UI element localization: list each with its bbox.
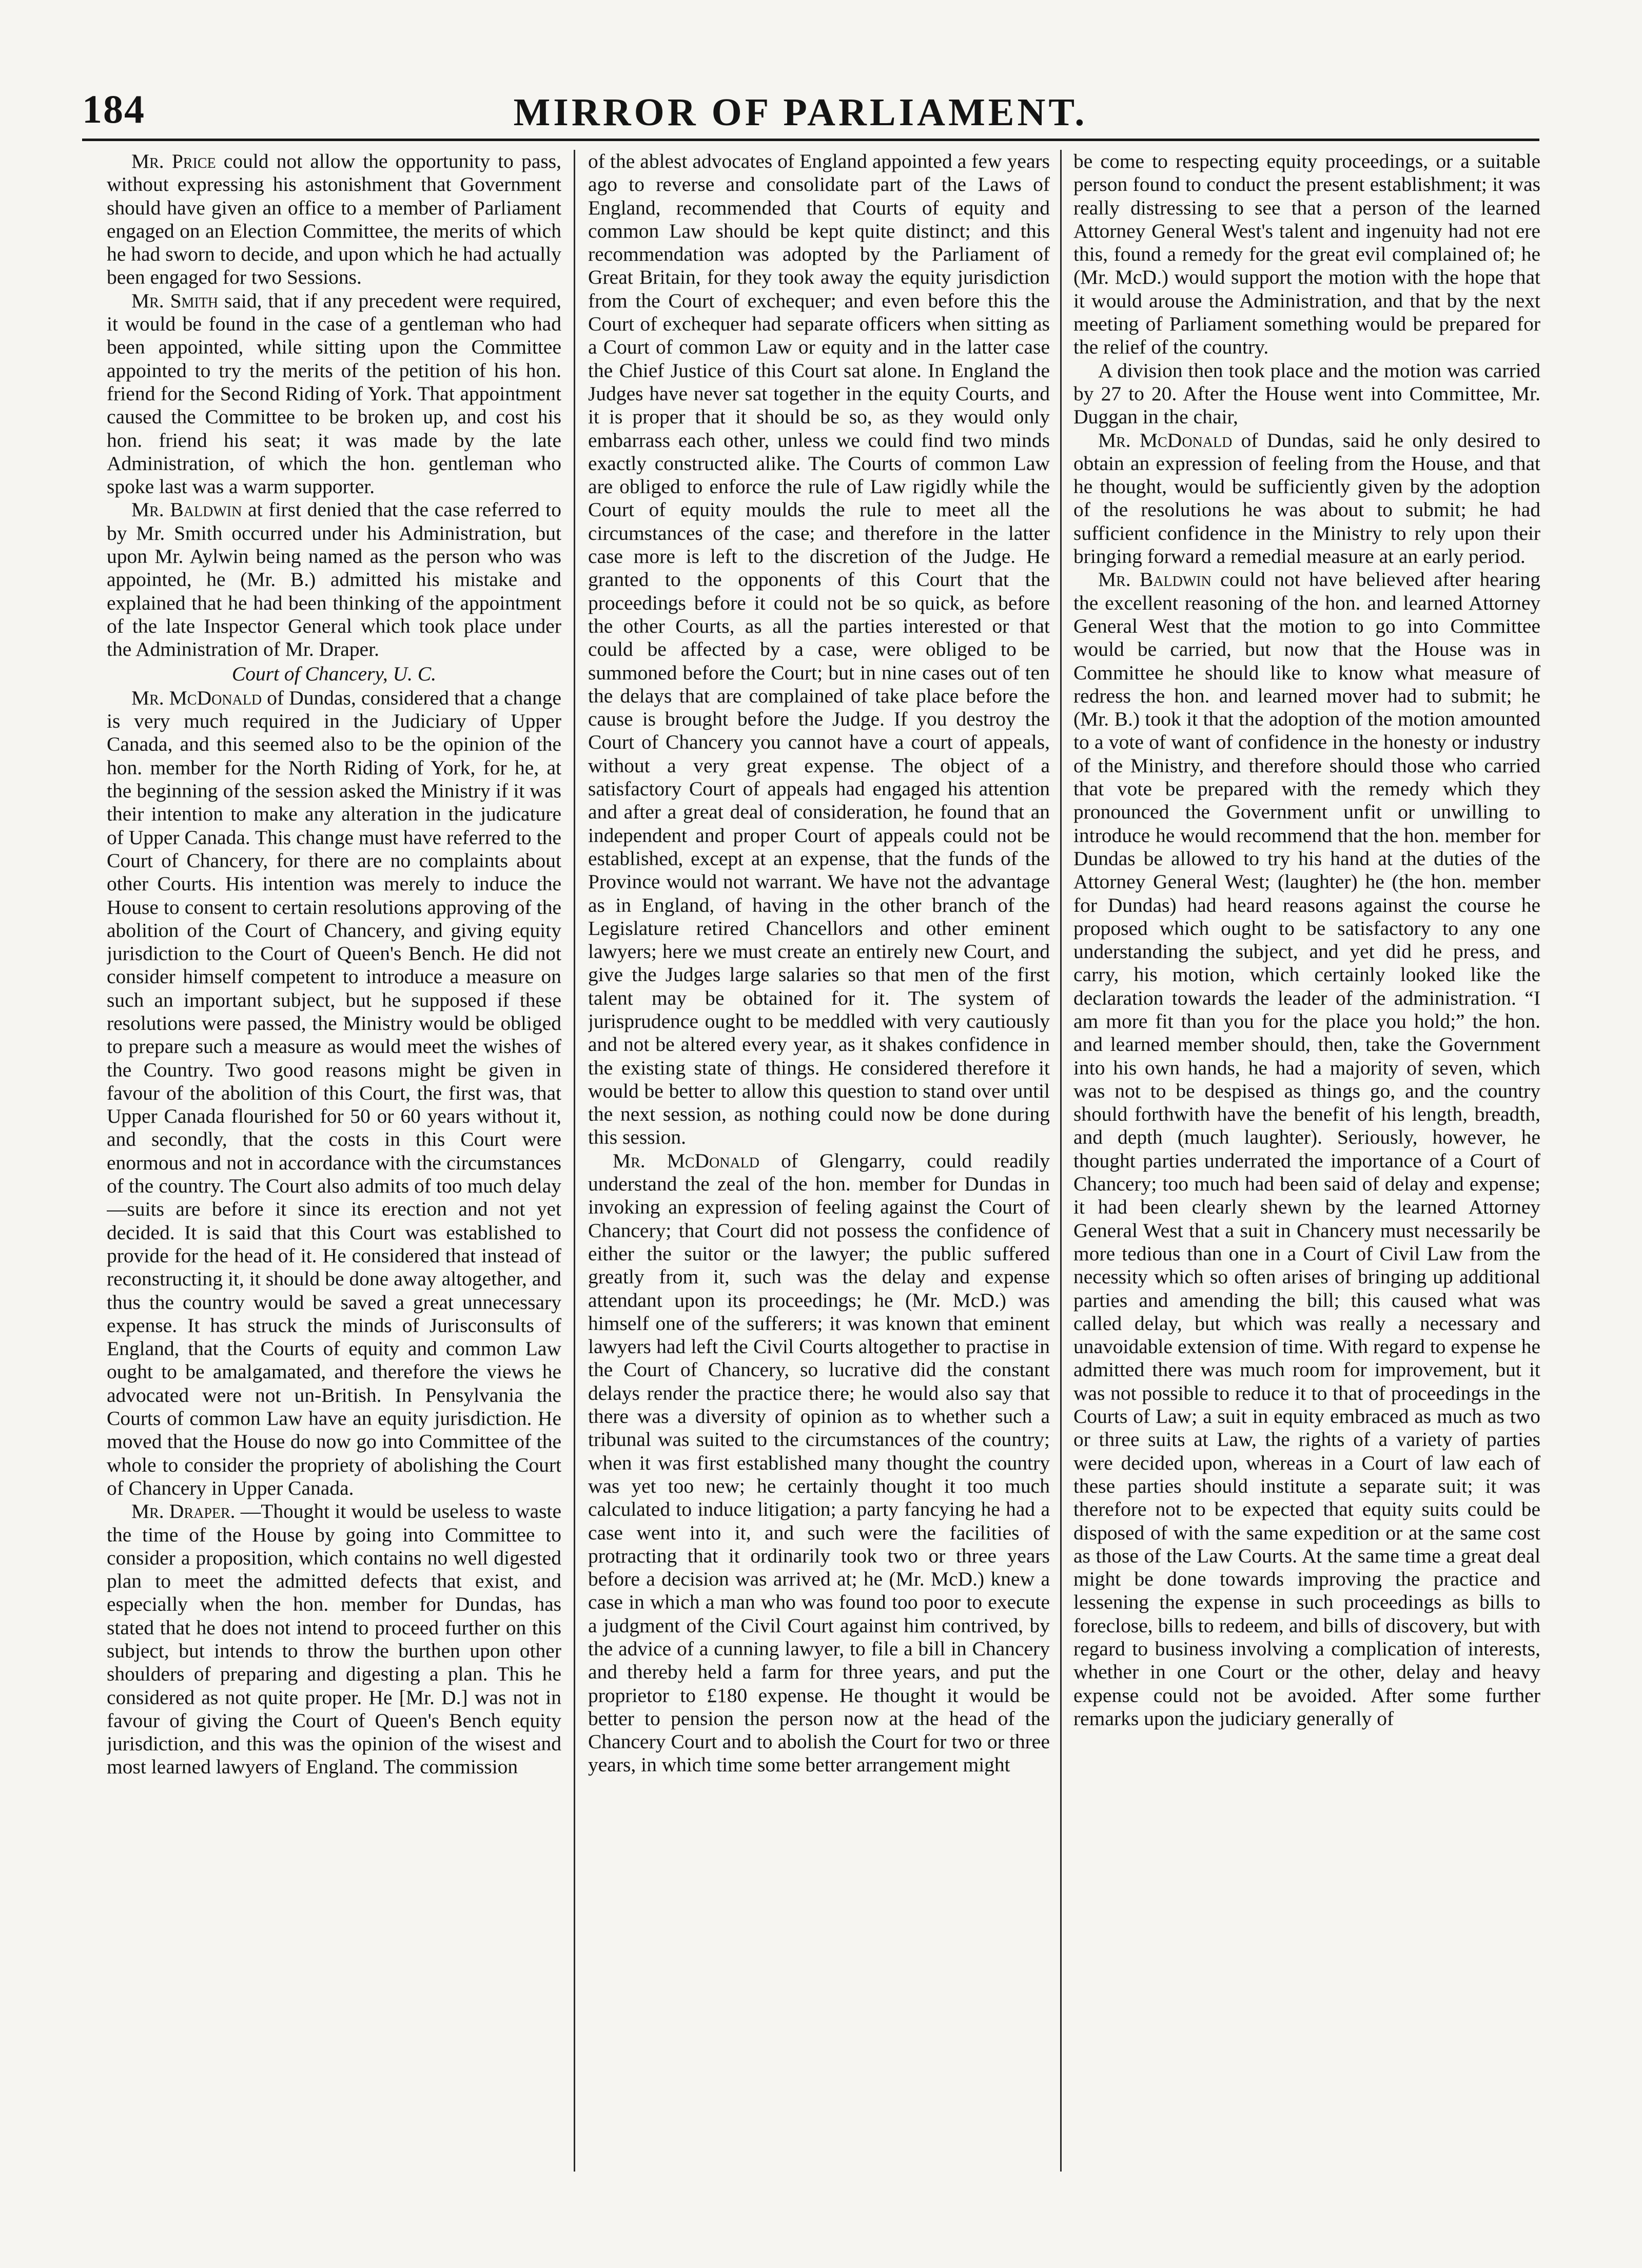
- paragraph: [1073, 429, 1540, 569]
- paragraph-text: of Dundas, said he only desired to obtain an expression of feeling from the House, and that he thought, would be sufficiently given by the adoption of the resolutions he was about to submit; he had sufficient confidence in the Ministry to rely upon their bringing forward a remedial measure at an early period.: [1073, 428, 1540, 568]
- paragraph-text: be come to respecting equity proceedings, or a suitable person found to conduct the present establishment; it was really distressing to see that a person of the learned Attorney General West's talent and ingenuity had not ere this, found a remedy for the great evil complained of; he (Mr. McD.) would support the motion with the hope that it would arouse the Administration, and that by the next meeting of Parliament something would be prepared for the relief of the country.: [1073, 150, 1540, 359]
- paragraph: [1073, 359, 1540, 429]
- page-header: [82, 86, 1519, 138]
- speaker-name: Mr. McDonald: [131, 686, 262, 709]
- paragraph: [107, 150, 561, 289]
- paragraph-text: said, that if any precedent were required, it would be found in the case of a gentleman who had been appointed, while sitting upon the Committee appointed to try the merits of the petition of his hon. friend for the Second Riding of York. That appointment caused the Committee to be broken up, and cost his hon. friend his seat; it was made by the late Administration, of which the hon. gentleman who spoke last was a warm supporter.: [107, 289, 561, 498]
- paragraph-continuation: [588, 150, 1050, 1149]
- text-column-3: [1073, 150, 1540, 2238]
- column-divider: [574, 150, 575, 2172]
- speaker-name: Mr. Draper.: [131, 1500, 236, 1523]
- speaker-name: Mr. Price: [131, 150, 216, 172]
- paragraph-text: of Dundas, considered that a change is very much required in the Judiciary of Upper Canada, and this seemed also to be the opinion of the hon. member for the North Riding of York, for he, at the beginning of the session asked the Ministry if it was their intention to make any alteration in the judicature of Upper Canada. This change must have referred to the Court of Chancery, for there are no complaints about other Courts. His intention was merely to induce the House to consent to certain resolutions approving of the abolition of the Court of Chancery, and giving equity jurisdiction to the Court of Queen's Bench. He did not consider himself competent to introduce a measure on such an important subject, but he supposed if these resolutions were passed, the Ministry would be obliged to prepare such a measure as would meet the wishes of the Country. Two good reasons might be given in favour of the abolition of this Court, the first was, that Upper Canada flourished for 50 or 60 years without it, and secondly, that the costs in this Court were enormous and not in accordance with the circumstances of the country. The Court also admits of too much delay—suits are before it since its erection and not yet decided. It is said that this Court was established to provide for the head of it. He considered that instead of reconstructing it, it should be done away altogether, and thus the country would be saved a great unnecessary expense. It has struck the minds of Jurisconsults of England, that the Courts of equity and common Law ought to be amalgamated, and therefore the views he advocated were not un-British. In Pensylvania the Courts of common Law have an equity jurisdiction. He moved that the House do now go into Committee of the whole to consider the propriety of abolishing the Court of Chancery in Upper Canada.: [107, 686, 561, 1499]
- paragraph-text: of Glengarry, could readily understand the zeal of the hon. member for Dundas in invoking an expression of feeling against the Court of Chancery; that Court did not possess the confidence of either the suitor or the lawyer; the public suffered greatly from it, such was the delay and expense attendant upon its proceedings; he (Mr. McD.) was himself one of the sufferers; it was known that eminent lawyers had left the Civil Courts altogether to practise in the Court of Chancery, so lucrative did the constant delays render the practice there; he would also say that there was a diversity of opinion as to whether such a tribunal was suited to the circumstances of the country; when it was first established many thought the country was yet too new; he certainly thought it too much calculated to induce litigation; a party fancying he had a case went into it, and such were the facilities of protracting that it ordinarily took two or three years before a decision was arrived at; he (Mr. McD.) knew a case in which a man who was found too poor to execute a judgment of the Civil Court against him contrived, by the advice of a cunning lawyer, to file a bill in Chancery and thereby held a farm for three years, and put the proprietor to £180 expense. He thought it would be better to pension the person now at the head of the Chancery Court and to abolish the Court for two or three years, in which time some better arrangement might: [588, 1149, 1050, 1776]
- paragraph-text: of the ablest advocates of England appointed a few years ago to reverse and consolidate part of the Laws of England, recommended that Courts of equity and common Law should be kept quite distinct; and this recommendation was adopted by the Parliament of Great Britain, for they took away the equity jurisdiction from the Court of exchequer; and even before this the Court of exchequer had separate officers when sitting as a Court of common Law or equity and in the latter case the Chief Justice of this Court sat alone. In England the Judges have never sat together in the equity Courts, and it is proper that it should be so, as they would only embarrass each other, unless we could find two minds exactly constructed alike. The Courts of common Law are obliged to enforce the rule of Law rigidly while the Court of equity moulds the rule to meet all the circumstances of the case; and therefore in the latter case more is left to the discretion of the Judge. He granted to the opponents of this Court that the proceedings before it could not be so quick, as before the other Courts, as all the parties interested or that could be affected by a case, were obliged to be summoned before the Court; but in nine cases out of ten the delays that are complained of take place before the cause is brought before the Judge. If you destroy the Court of Chancery you cannot have a court of appeals, without a very great expense. The object of a satisfactory Court of appeals had engaged his attention and after a great deal of consideration, he found that an independent and proper Court of appeals could not be established, except at an expense, that the funds of the Province would not warrant. We have not the advantage as in England, of having in the other branch of the Legislature retired Chancellors and other eminent lawyers; here we must create an entirely new Court, and give the Judges large salaries so that men of the first talent may be obtained for it. The system of jurisprudence ought to be meddled with very cautiously and not be altered every year, as it shakes confidence in the existing state of things. He considered therefore it would be better to allow this question to stand over until the next session, as nothing could now be done during this session.: [588, 150, 1050, 1149]
- paragraph-text: could not have believed after hearing the excellent reasoning of the hon. and learned Attorney General West that the motion to go into Committee would be carried, but now that the House was in Committee he should like to know what measure of redress the hon. and learned mover had to submit; he (Mr. B.) took it that the adoption of the motion amounted to a vote of want of confidence in the honesty or industry of the Ministry, and therefore should those who carried that vote be prepared with the remedy which they pronounced the Government unfit or unwilling to introduce he would recommend that the hon. member for Dundas be allowed to try his hand at the duties of the Attorney General West; (laughter) he (the hon. member for Dundas) had heard reasons against the course he proposed which ought to be satisfactory to any one understanding the subject, and yet did he press, and carry, his motion, which certainly looked like the declaration towards the leader of the administration. “I am more fit than you for the place you hold;” the hon. and learned member should, then, take the Government into his own hands, he had a majority of seven, which was not to be despised as things go, and the country should forthwith have the benefit of his length, breadth, and depth (much laughter). Seriously, however, he thought parties underrated the importance of a Court of Chancery; too much had been said of delay and expense; it had been clearly shewn by the learned Attorney General West that a suit in Chancery must necessarily be more tedious than one in a Court of Civil Law from the necessity which so often arises of bringing up additional parties and amending the bill; this caused what was called delay, but which was really a necessary and unavoidable extension of time. With regard to expense he admitted there was much room for improvement, but it was not possible to reduce it to that of proceedings in the Courts of Law; a suit in equity embraced as much as two or three suits at Law, the rights of a variety of parties were decided upon, whereas in a Court of law each of these parties should institute a separate suit; it was therefore not to be expected that equity suits could be disposed of with the same expedition or at the same cost as those of the Law Courts. At the same time a great deal might be done towards improving the practice and lessening the expense in such proceedings as bills to foreclose, bills to redeem, and bills of discovery, but with regard to business involving a complication of interests, whether in one Court or the other, delay and heavy expense could not be avoided. After some further remarks upon the judiciary generally of: [1073, 568, 1540, 1730]
- speaker-name: Mr. McDonald: [613, 1149, 760, 1172]
- paragraph-text: —Thought it would be useless to waste the time of the House by going into Committee to consider a proposition, which contains no well digested plan to meet the admitted defects that exist, and especially when the hon. member for Dundas, has stated that he does not intend to proceed further on this subject, but intends to throw the burthen upon other shoulders of preparing and digesting a plan. This he considered as not quite proper. He [Mr. D.] was not in favour of giving the Court of Queen's Bench equity jurisdiction, and this was the opinion of the wisest and most learned lawyers of England. The commission: [107, 1500, 561, 1778]
- paragraph-continuation: [1073, 150, 1540, 359]
- paragraph-text: A division then took place and the motion was carried by 27 to 20. After the House went into Committee, Mr. Duggan in the chair,: [1073, 359, 1540, 428]
- paragraph: [107, 1500, 561, 1779]
- speaker-name: Mr. Smith: [131, 289, 219, 312]
- paragraph: [588, 1149, 1050, 1777]
- paragraph: [107, 289, 561, 499]
- column-divider: [1060, 150, 1062, 2172]
- paragraph: [1073, 568, 1540, 1730]
- header-rule: [82, 139, 1539, 141]
- section-heading: Court of Chancery, U. C.: [231, 662, 437, 685]
- paragraph: [107, 687, 561, 1500]
- speaker-name: Mr. Baldwin: [1098, 568, 1211, 591]
- speaker-name: Mr. Baldwin: [131, 498, 242, 521]
- paragraph: [107, 498, 561, 661]
- paragraph-text: could not allow the opportunity to pass, without expressing his astonishment that Government should have given an office to a member of Parliament engaged on an Election Committee, the merits of which he had sworn to decide, and upon which he had actually been engaged for two Sessions.: [107, 150, 561, 289]
- speaker-name: Mr. McDonald: [1098, 428, 1233, 452]
- text-column-1: [107, 150, 561, 2238]
- paragraph-text: at first denied that the case referred to by Mr. Smith occurred under his Administration, but upon Mr. Aylwin being named as the person who was appointed, he (Mr. B.) admitted his mistake and explained that he had been thinking of the appointment of the late Inspector General which took place under the Administration of Mr. Draper.: [107, 498, 561, 661]
- running-title: MIRROR OF PARLIAMENT.: [513, 91, 1088, 134]
- page-number: 184: [82, 87, 145, 131]
- text-column-2: [588, 150, 1050, 2238]
